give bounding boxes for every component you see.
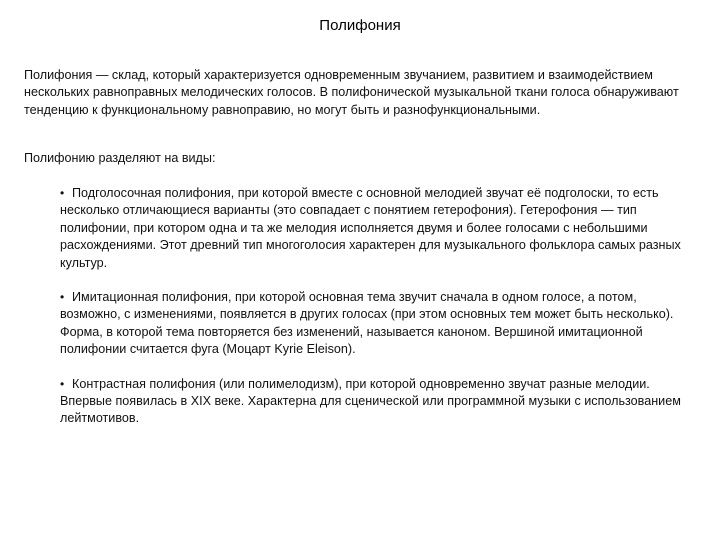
list-item-text: Подголосочная полифония, при которой вместе с основной мелодией звучат её подголоски, то есть несколько отличающиеся варианты (это совпадает с понятием гетерофония). Гетерофония — тип полифонии, при котором одна и та же мелодия исполняется двумя и более голосами с небольшими расхождениями. Этот древний тип многоголосия характерен для музыкального фольклора самых разных культур. (60, 186, 681, 270)
list-item-text: Имитационная полифония, при которой основная тема звучит сначала в одном голосе, а потом, возможно, с изменениями, появляется в других голосах (при этом основных тем может быть несколько). Форма, в которой тема повторяется без изменений, называется каноном. Вершиной имитационной полифонии считается фуга (Моцарт Kyrie Eleison). (60, 290, 674, 357)
list-item (60, 376, 700, 428)
list-item-text: Контрастная полифония (или полимелодизм), при которой одновременно звучат разные мелодии. Впервые появилась в XIX веке. Характерна для сценической или программной музыки с использованием лейтмотивов. (60, 376, 681, 426)
list-item (60, 289, 700, 359)
page-title: Полифония (319, 17, 401, 34)
types-heading: Полифонию разделяют на виды: (24, 151, 216, 165)
list-item (60, 185, 700, 272)
intro-paragraph: Полифония — склад, который характеризуется одновременным звучанием, развитием и взаимодействием нескольких равноправных мелодических голосов. В полифонической музыкальной ткани голоса обнаруживают тенденцию к функциональному равноправию, но могут быть и разнофункциональными. (24, 68, 679, 117)
bullet-icon: • (60, 376, 65, 391)
types-list (60, 185, 700, 445)
bullet-icon: • (60, 186, 65, 200)
bullet-icon: • (60, 290, 65, 305)
